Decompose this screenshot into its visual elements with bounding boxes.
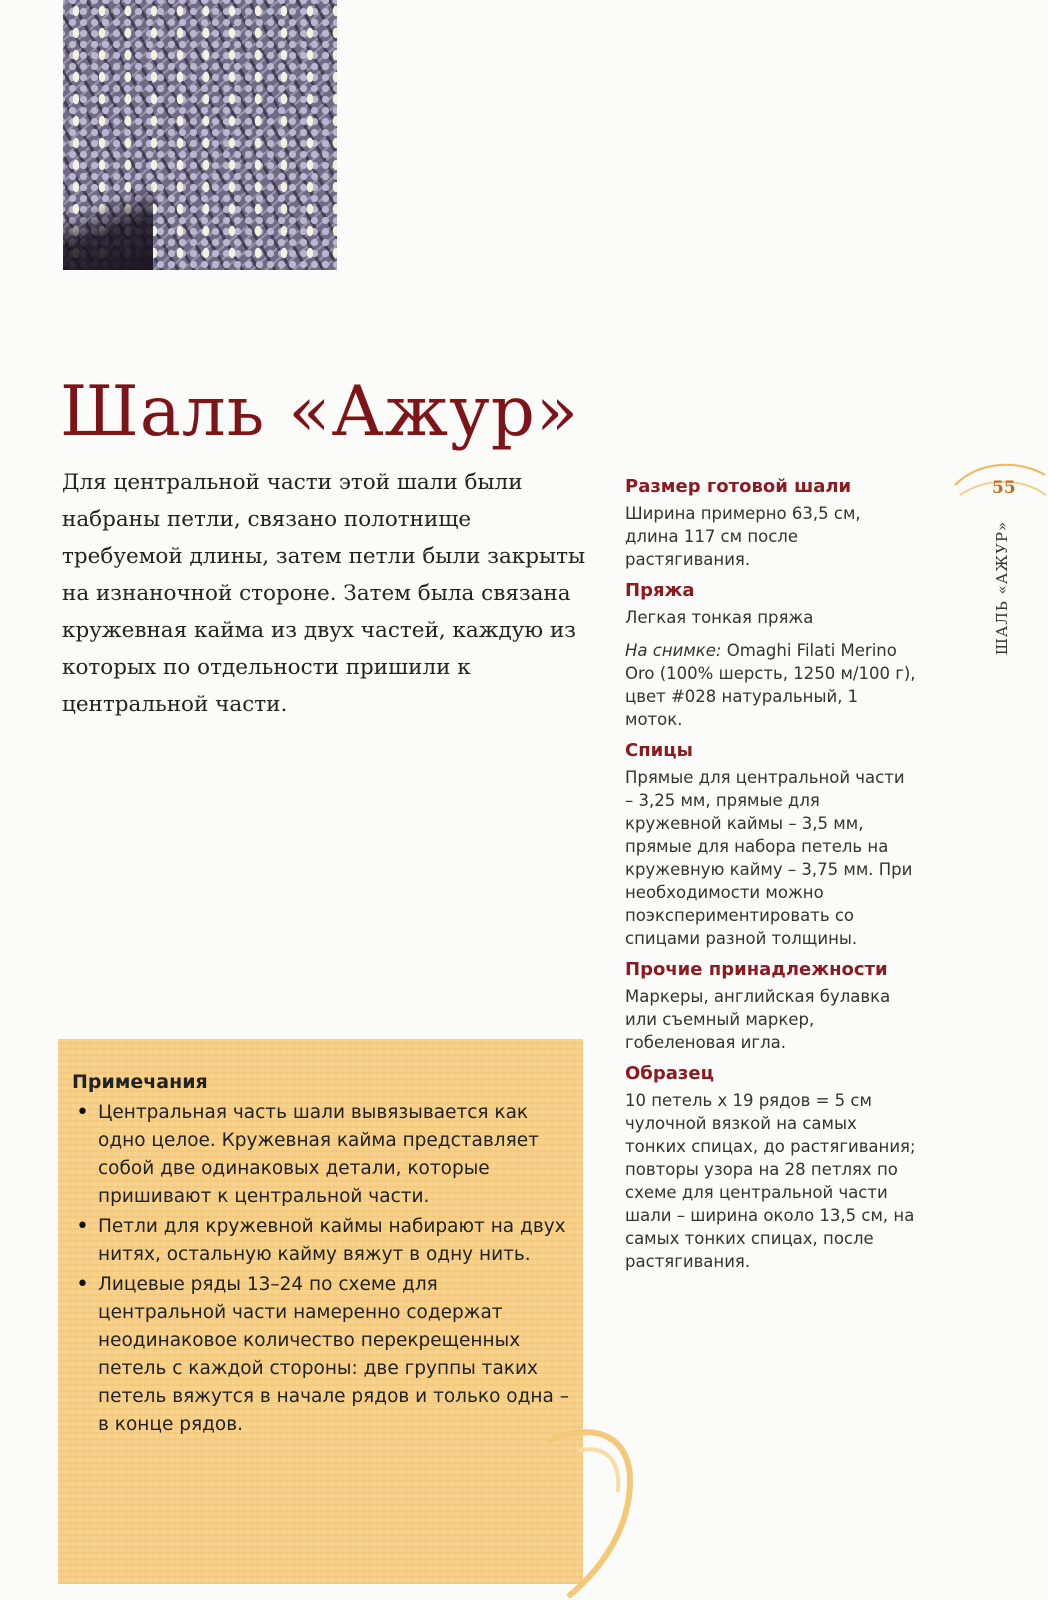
- spec-yarn-photo-text: Omaghi Filati Merino Oro (100% шерсть, 1250 м/100 г), цвет #028 натуральный, 1 моток.: [625, 641, 916, 729]
- spec-yarn-text: Легкая тонкая пряжа: [625, 608, 814, 627]
- spec-size: [625, 476, 917, 571]
- spec-gauge-heading: Образец: [625, 1063, 714, 1084]
- spec-yarn-heading: Пряжа: [625, 580, 695, 601]
- spec-notions: [625, 959, 917, 1054]
- specs-column: [625, 476, 917, 1282]
- notes-item: • Петли для кружевной каймы набирают на двух нитях, остальную кайму вяжут в одну нить.: [72, 1213, 569, 1269]
- notes-list: [72, 1099, 569, 1439]
- spec-gauge: [625, 1063, 917, 1273]
- spec-gauge-text: 10 петель x 19 рядов = 5 см чулочной вязкой на самых тонких спицах, до растягивания; повторы узора на 28 петлях по схеме для центральной части шали – ширина около 13,5 см, на самых тонких спицах, после растягивания.: [625, 1091, 916, 1271]
- spec-yarn: [625, 580, 917, 731]
- page-number: 55: [992, 478, 1016, 498]
- spec-size-text: Ширина примерно 63,5 см, длина 117 см после растягивания.: [625, 504, 861, 569]
- intro-text: [62, 464, 592, 723]
- notes-box: [58, 1039, 583, 1584]
- notes-item: • Центральная часть шали вывязывается как одно целое. Кружевная кайма представляет собой две одинаковых детали, которые пришивают к центральной части.: [72, 1099, 569, 1211]
- spec-needles-heading: Спицы: [625, 740, 693, 761]
- spec-notions-text: Маркеры, английская булавка или съемный маркер, гобеленовая игла.: [625, 987, 891, 1052]
- swirl-ornament: [540, 1420, 740, 1600]
- spec-needles: [625, 740, 917, 950]
- photo-shadow: [63, 170, 153, 270]
- intro-paragraph: Для центральной части этой шали были набраны петли, связано полотнище требуемой длины, затем петли были закрыты на изнаночной стороне. Затем была связана кружевная кайма из двух частей, каждую из которых по отдельности пришили к центральной части.: [62, 470, 586, 717]
- notes-item: • Лицевые ряды 13–24 по схеме для центральной части намеренно содержат неодинаковое количество перекрещенных петель с каждой стороны: две группы таких петель вяжутся в начале рядов и только одна – в конце рядов.: [72, 1271, 569, 1439]
- notes-heading: Примечания: [72, 1071, 208, 1093]
- running-title: ШАЛЬ «АЖУР»: [993, 520, 1011, 656]
- spec-needles-text: Прямые для центральной части – 3,25 мм, прямые для кружевной каймы – 3,5 мм, прямые для набора петель на кружевную кайму – 3,75 мм. При необходимости можно поэкспериментировать со спицами разной толщины.: [625, 768, 913, 948]
- spec-notions-heading: Прочие принадлежности: [625, 959, 888, 980]
- spec-yarn-photo-label: На снимке:: [625, 641, 722, 660]
- page-title: Шаль «Ажур»: [60, 372, 580, 452]
- spec-size-heading: Размер готовой шали: [625, 476, 852, 497]
- spec-yarn-photo: [625, 639, 917, 731]
